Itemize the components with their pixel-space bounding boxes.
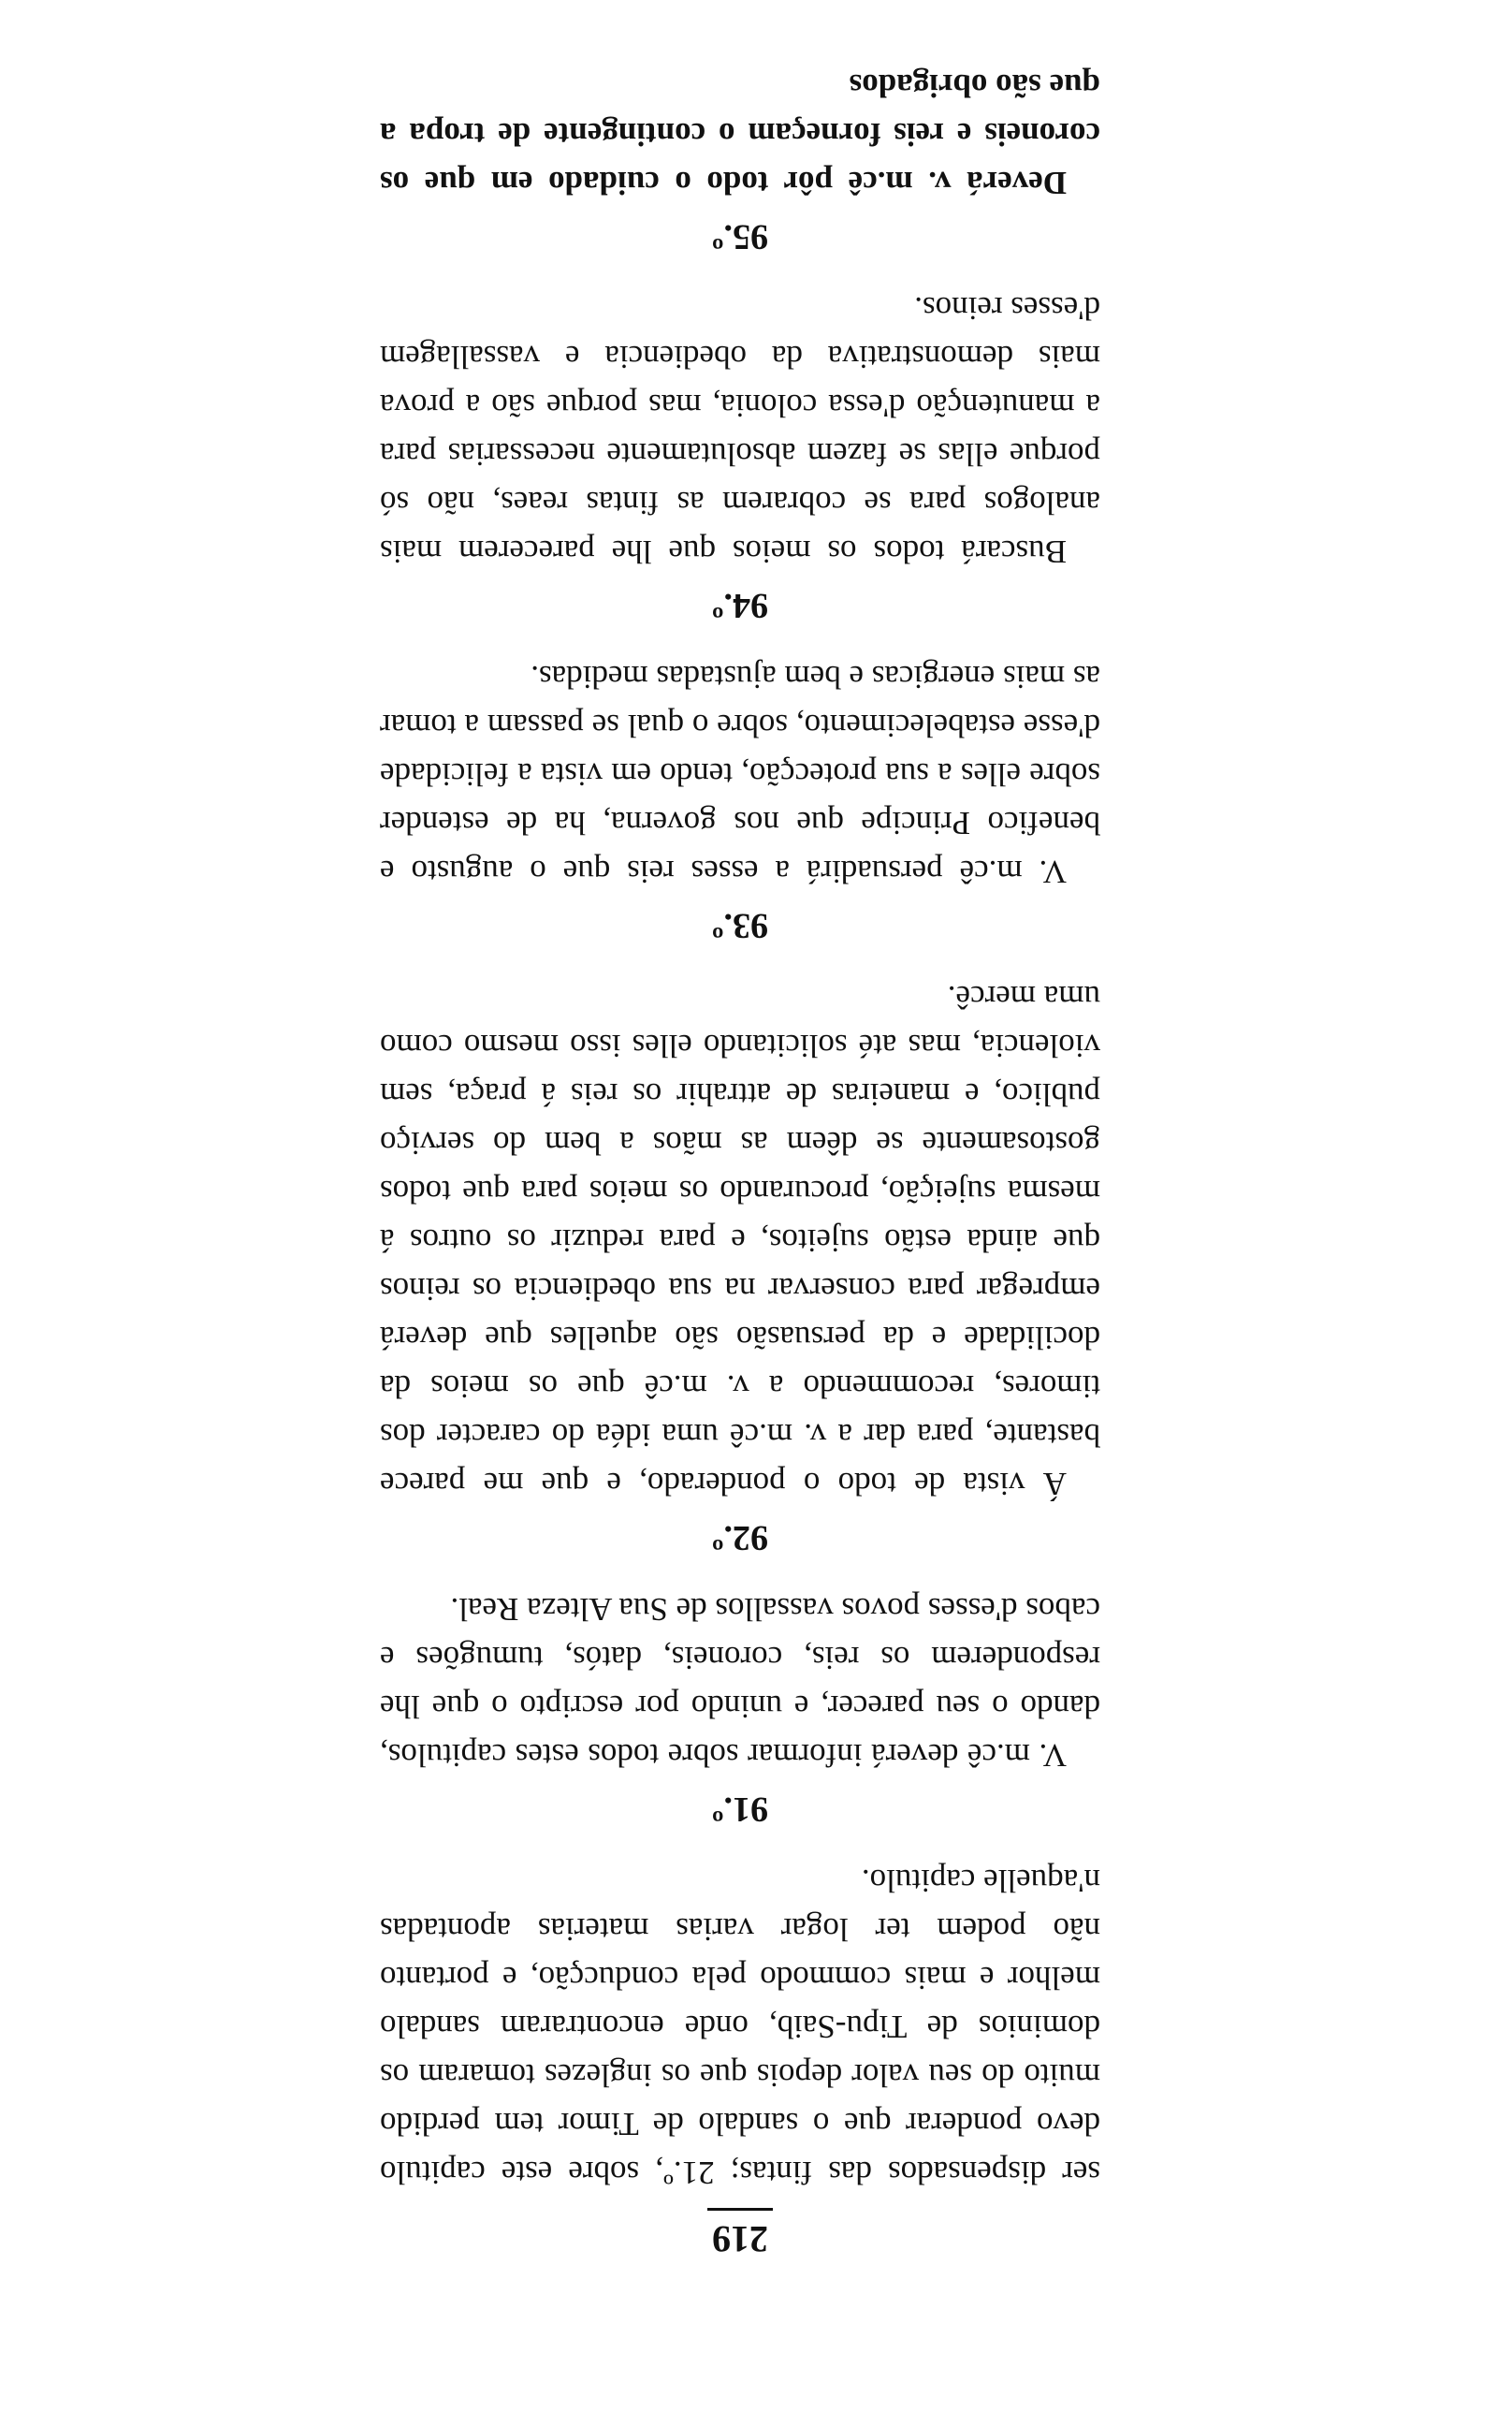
section-heading-93: 93.º — [711, 906, 769, 945]
section-text-94: Buscará todos os meios que lhe parecerem mais analogos para se cobrarem as fintas reaes, não só porque ellas se fazem absolutamente necessarias para a manutenção d'essa colonia, mas porque são a prova mais demonstrativa da obediencia e vassallagem d'esses reinos. — [380, 290, 1100, 570]
section-heading-94: 94.º — [711, 586, 769, 625]
page-number: 219 — [712, 2218, 768, 2260]
section-heading-92: 92.º — [711, 1518, 769, 1557]
text-column — [380, 61, 1100, 2261]
section-heading-91: 91.º — [711, 1790, 769, 1829]
section-text-93: V. m.cê persuadirá a esses reis que o augusto e benefico Principe que nos governa, ha de estender sobre elles a sua protecção, tendo em vista a felicidade d'esse estabelecimento, sobre o qual se passam a tomar as mais energicas e bem ajustadas medidas. — [380, 659, 1100, 890]
page-number-rule — [707, 2208, 773, 2211]
section-text-92: Á vista de todo o ponderado, e que me parece bastante, para dar a v. m.cê uma idéa do caracter dos timores, recommendo a v. m.cê que os meios da docilidade e da persuasão são aquelles que deverá empregar para conservar na sua obediencia os reinos que ainda estão sujeitos, e para reduzir os outros á mesma sujeição, procurando os meios para que todos gostosamente se dêem as mãos a bem do serviço publico, e maneiras de attrahir os reis á praça, sem violencia, mas até solicitando elles isso mesmo como uma mercê. — [380, 979, 1100, 1502]
intro-paragraph: ser dispensados das fintas; 21.º, sobre este capitulo devo ponderar que o sandalo de Timor tem perdido muito do seu valor depois que os inglezes tomaram os dominios de Tipu-Saib, onde encontraram sandalo melhor e mais commodo pela conducção, e portanto não podem ter logar varias materias apontadas n'aquelle capitulo. — [380, 1863, 1100, 2191]
section-text-91: V. m.cê deverá informar sobre todos estes capitulos, dando o seu parecer, e unindo por escripto o que lhe responderem os reis, coroneis, datós, tumugões e cabos d'esses povos vassallos de Sua Alteza Real. — [380, 1591, 1100, 1774]
section-text-95: Deverá v. m.cê pôr todo o cuidado em que os coroneis e reis forneçam o contingente de tropa a que são obrigados — [380, 67, 1100, 201]
section-heading-95: 95.º — [711, 217, 769, 256]
